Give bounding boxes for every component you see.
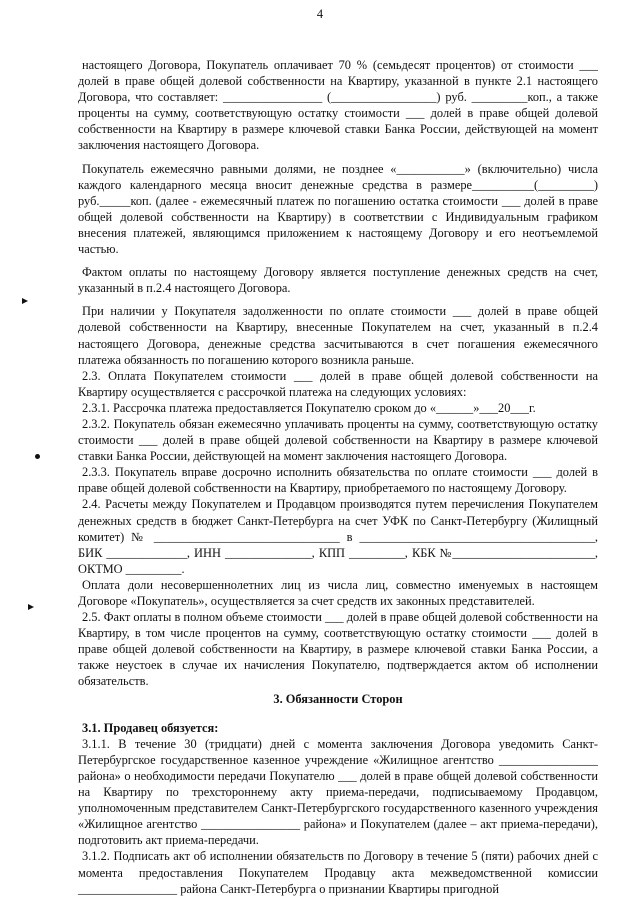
subsection-heading: 3.1. Продавец обязуется:	[82, 720, 219, 735]
paragraph: Фактом оплаты по настоящему Договору является поступление денежных средств на счет, указанный в п.2.4 настоящего Договора.	[78, 265, 598, 296]
margin-arrow-mark	[22, 298, 28, 304]
paragraph: Покупатель ежемесячно равными долями, не позднее «___________» (включительно) числа каждого календарного месяца вносит денежные средства в размере__________(_________) руб._____коп. (далее - ежемесячный платеж по погашению остатка стоимости ___ долей в праве общей долевой собственности на Квартиру) в соответствии с Индивидуальным графиком внесения платежей, являющимся приложением к настоящему Договору и его неотъемлемой частью.	[78, 161, 598, 257]
paragraph: 3.1.2. Подписать акт об исполнении обязательств по Договору в течение 5 (пяти) рабочих дней с момента предоставления Покупателем Продавцу акта межведомственной комиссии ________________ района Санкт-Петербурга о признании Квартиры пригодной	[78, 849, 598, 896]
paragraph: 2.5. Факт оплаты в полном объеме стоимости ___ долей в праве общей долевой собственности на Квартиру, в том числе процентов на сумму, соответствующую остатку стоимости ___ долей в праве общей долевой собственности на Квартиру, в размере ключевой ставки Банка России, а также неустоек в случае их начисления Покупателю, подтверждается актом об исполнении обязательств.	[78, 610, 598, 689]
paragraph: 3.1.1. В течение 30 (тридцати) дней с момента заключения Договора уведомить Санкт-Петербургское государственное казенное учреждение «Жилищное агентство ________________ района» о необходимости передачи Покупателю ___ долей в праве общей долевой собственности на Квартиру по трехстороннему акту приема-передачи, подписываемому Продавцом, уполномоченным представителем Санкт-Петербургского государственного казенного учреждения «Жилищное агентство ________________ района» и Покупателем (далее – акт приема-передачи), подготовить акт приема-передачи.	[78, 736, 598, 848]
paragraph: настоящего Договора, Покупатель оплачивает 70 % (семьдесят процентов) от стоимости ___ долей в праве общей долевой собственности на Квартиру, указанной в пункте 2.1 настоящего Договора, что составляет: ________________ (_________________) руб. _________коп., а также проценты на сумму, соответствующую остатку стоимости ___ долей в праве общей долевой собственности на Квартиру в размере ключевой ставки Банка России, действующей на момент заключения настоящего Договора.	[78, 58, 598, 153]
margin-dot-mark	[35, 454, 40, 459]
paragraph: При наличии у Покупателя задолженности по оплате стоимости ___ долей в праве общей долевой собственности на Квартиру, внесенные Покупателем на счет, указанный в п.2.4 настоящего Договора, денежные средства засчитываются в счет погашения ежемесячного платежа обязанность по погашению которого возникла раньше.	[78, 304, 598, 367]
document-body	[78, 57, 598, 897]
paragraph: 2.3.3. Покупатель вправе досрочно исполнить обязательства по оплате стоимости ___ долей в праве общей долевой собственности на Квартиру, приобретаемого по настоящему Договору.	[78, 465, 598, 496]
paragraph: 2.3. Оплата Покупателем стоимости ___ долей в праве общей долевой собственности на Квартиру осуществляется с рассрочкой платежа на следующих условиях:	[78, 368, 598, 399]
paragraph: 2.3.2. Покупатель обязан ежемесячно уплачивать проценты на сумму, соответствующую остатку стоимости ___ долей в праве общей долевой собственности на Квартиру в размере ключевой ставки Банка России, действующей на момент заключения настоящего Договора.	[78, 416, 598, 464]
page-number: 4	[316, 7, 324, 21]
section-title: 3. Обязанности Сторон	[273, 691, 403, 706]
paragraph: 2.3.1. Рассрочка платежа предоставляется Покупателю сроком до «______»___20___г.	[82, 400, 536, 415]
paragraph: 2.4. Расчеты между Покупателем и Продавцом производятся путем перечисления Покупателем денежных средств в бюджет Санкт-Петербурга на счет УФК по Санкт-Петербургу (Жилищный комитет) № ______________________________ в ______________________________________, БИК _____________, ИНН ______________, КПП _________, КБК №_______________________, ОКТМО _________.	[78, 497, 598, 576]
paragraph: Оплата доли несовершеннолетних лиц из числа лиц, совместно именуемых в настоящем Договоре «Покупатель», осуществляется за счет средств их законных представителей.	[78, 577, 598, 608]
margin-arrow-mark-2	[28, 604, 34, 610]
